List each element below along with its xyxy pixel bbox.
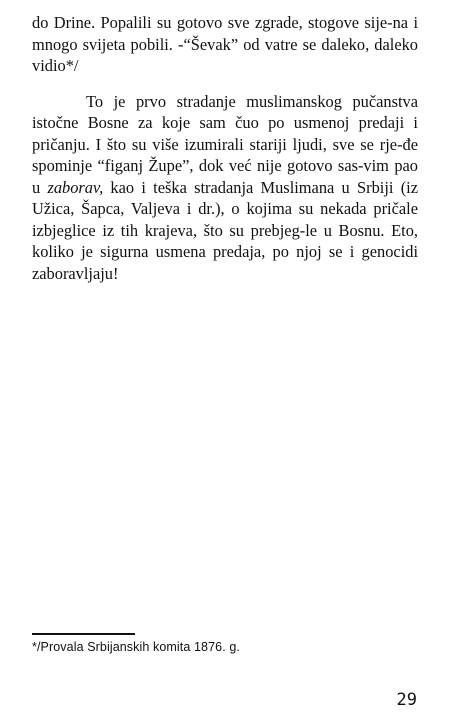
- paragraph-2: [32, 91, 418, 285]
- footnote: */Provala Srbijanskih komita 1876. g.: [32, 640, 240, 654]
- emphasized-word: zaborav,: [47, 177, 104, 197]
- paragraph-1: do Drine. Popalili su gotovo sve zgrade, stogove sije-na i mnogo svijeta pobili. -“Ševak” od vatre se daleko, daleko vidio*/: [32, 13, 418, 75]
- page-number: 29: [396, 690, 417, 710]
- body-text: [32, 12, 418, 284]
- paragraph-2-start: To je prvo stradanje muslimanskog pučanstva istočne Bosne za koje sam čuo po usmenoj predaji i pričanju. I što su više izumirali stariji ljudi, sve se rje-đe spominje “figanj Župe”, dok već nije gotovo sas-vim pao u: [32, 91, 418, 197]
- paragraph-2-end: kao i teška stradanja Muslimana u Srbiji (iz Užica, Šapca, Valjeva i dr.), o kojima su nekada pričale izbjeglice iz tih krajeva, što su prebjeg-le u Bosnu. Eto, koliko je sigurna usmena predaja, po njoj se i genocidi zaboravljaju!: [32, 177, 418, 283]
- footnote-divider: [32, 633, 135, 635]
